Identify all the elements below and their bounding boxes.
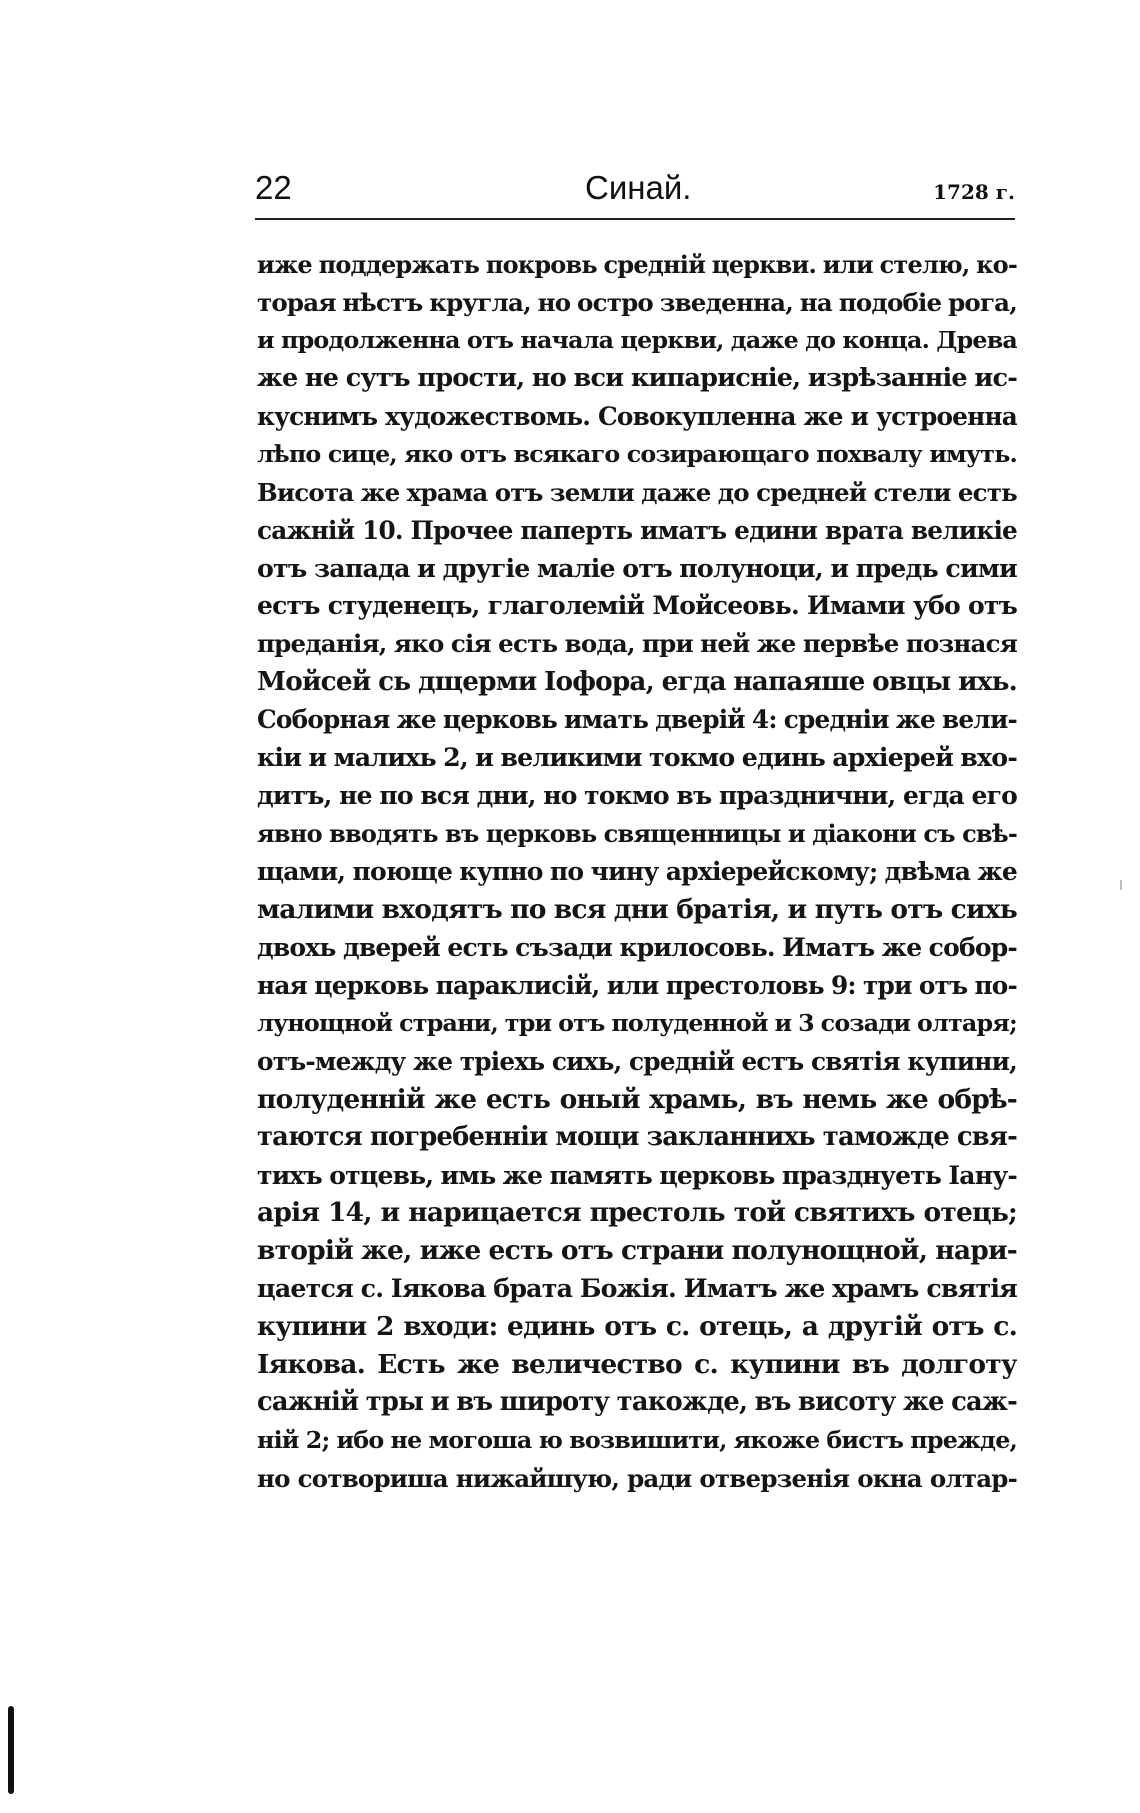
text-line: тихъ отцевь, имь же память церковь празднуеть Іану- (257, 1160, 1017, 1190)
text-line: купини 2 входи: единь отъ с. отець, а другій отъ с. (257, 1311, 1017, 1343)
text-line: кіи и малихь 2, и великими токмо единь архіерей вхо- (257, 742, 1017, 773)
text-line: торая нѣстъ кругла, но остро зведенна, на подобіе рога, (257, 287, 1017, 317)
text-line: отъ запада и другіе маліе отъ полуноци, и предь сими (257, 552, 1017, 583)
body-text (257, 246, 1017, 1498)
running-head (255, 168, 1015, 218)
text-line: арія 14, и нарицается престоль той святихъ отець; (257, 1197, 1017, 1229)
text-line: же не сутъ прости, но вси кипарисніе, изрѣзанніе ис- (257, 362, 1017, 393)
text-line: двохь дверей есть съзади крилосовь. Иматъ же собор- (257, 932, 1017, 962)
text-line: цается с. Іякова брата Божія. Иматъ же храмъ святія (257, 1273, 1017, 1304)
year-label: 1728 г. (933, 180, 1015, 204)
text-line: преданія, яко сія есть вода, при ней же первѣе познася (257, 629, 1017, 659)
text-line: лунощной страни, три отъ полуденной и 3 созади олтаря; (257, 1008, 1017, 1037)
text-line: Соборная же церковь имать дверій 4: средніи же вели- (257, 705, 1017, 735)
text-line: сажній 10. Прочее паперть иматъ едини врата великіе (257, 515, 1017, 545)
text-line: полуденній же есть оный храмь, въ немь же обрѣ- (257, 1083, 1017, 1115)
text-line: сажній тры и въ широту такожде, въ висоту же саж- (257, 1387, 1017, 1418)
text-line: ній 2; ибо не могоша ю возвишити, якоже бистъ прежде, (257, 1426, 1017, 1455)
text-line: дитъ, не по вся дни, но токмо въ празднични, егда его (257, 781, 1017, 811)
text-line: Мойсей сь дщерми Іофора, егда напаяше овцы ихь. (257, 666, 1017, 698)
scan-edge-mark (8, 1706, 14, 1794)
text-line: щами, поюще купно по чину архіерейскому; двѣма же (257, 857, 1017, 886)
text-line: и продолженна отъ начала церкви, даже до конца. Древа (257, 325, 1017, 354)
running-title: Синай. (585, 169, 692, 206)
text-line: вторій же, иже есть отъ страни полунощной, нари- (257, 1235, 1017, 1267)
text-line: естъ студенецъ, глаголемій Мойсеовь. Имами убо отъ (257, 591, 1017, 621)
text-line: таются погребенніи мощи закланнихь таможде свя- (257, 1121, 1017, 1152)
text-line: малими входятъ по вся дни братія, и путь отъ сихь (257, 893, 1017, 925)
margin-mark (1120, 880, 1122, 890)
text-line: отъ-между же тріехь сихь, средній естъ святія купини, (257, 1046, 1017, 1076)
text-line: иже поддержать покровь средній церкви. или стелю, ко- (257, 250, 1017, 279)
text-line: лѣпо сице, яко отъ всякаго созирающаго похвалу имуть. (257, 439, 1017, 468)
page-number: 22 (255, 169, 292, 206)
text-line: Іякова. Есть же величество с. купини въ долготу (257, 1349, 1017, 1381)
text-line: ная церковь параклисій, или престоловь 9: три отъ по- (257, 970, 1017, 1000)
text-line: явно вводять въ церковь священницы и діакони съ свѣ- (257, 819, 1017, 849)
text-line: Висота же храма отъ земли даже до средней стели есть (257, 477, 1017, 507)
header-rule (255, 218, 1015, 220)
text-line: но сотвориша нижайшую, ради отверзенія окна олтар- (257, 1464, 1017, 1493)
text-line: куснимъ художествомь. Совокупленна же и устроенна (257, 401, 1017, 431)
